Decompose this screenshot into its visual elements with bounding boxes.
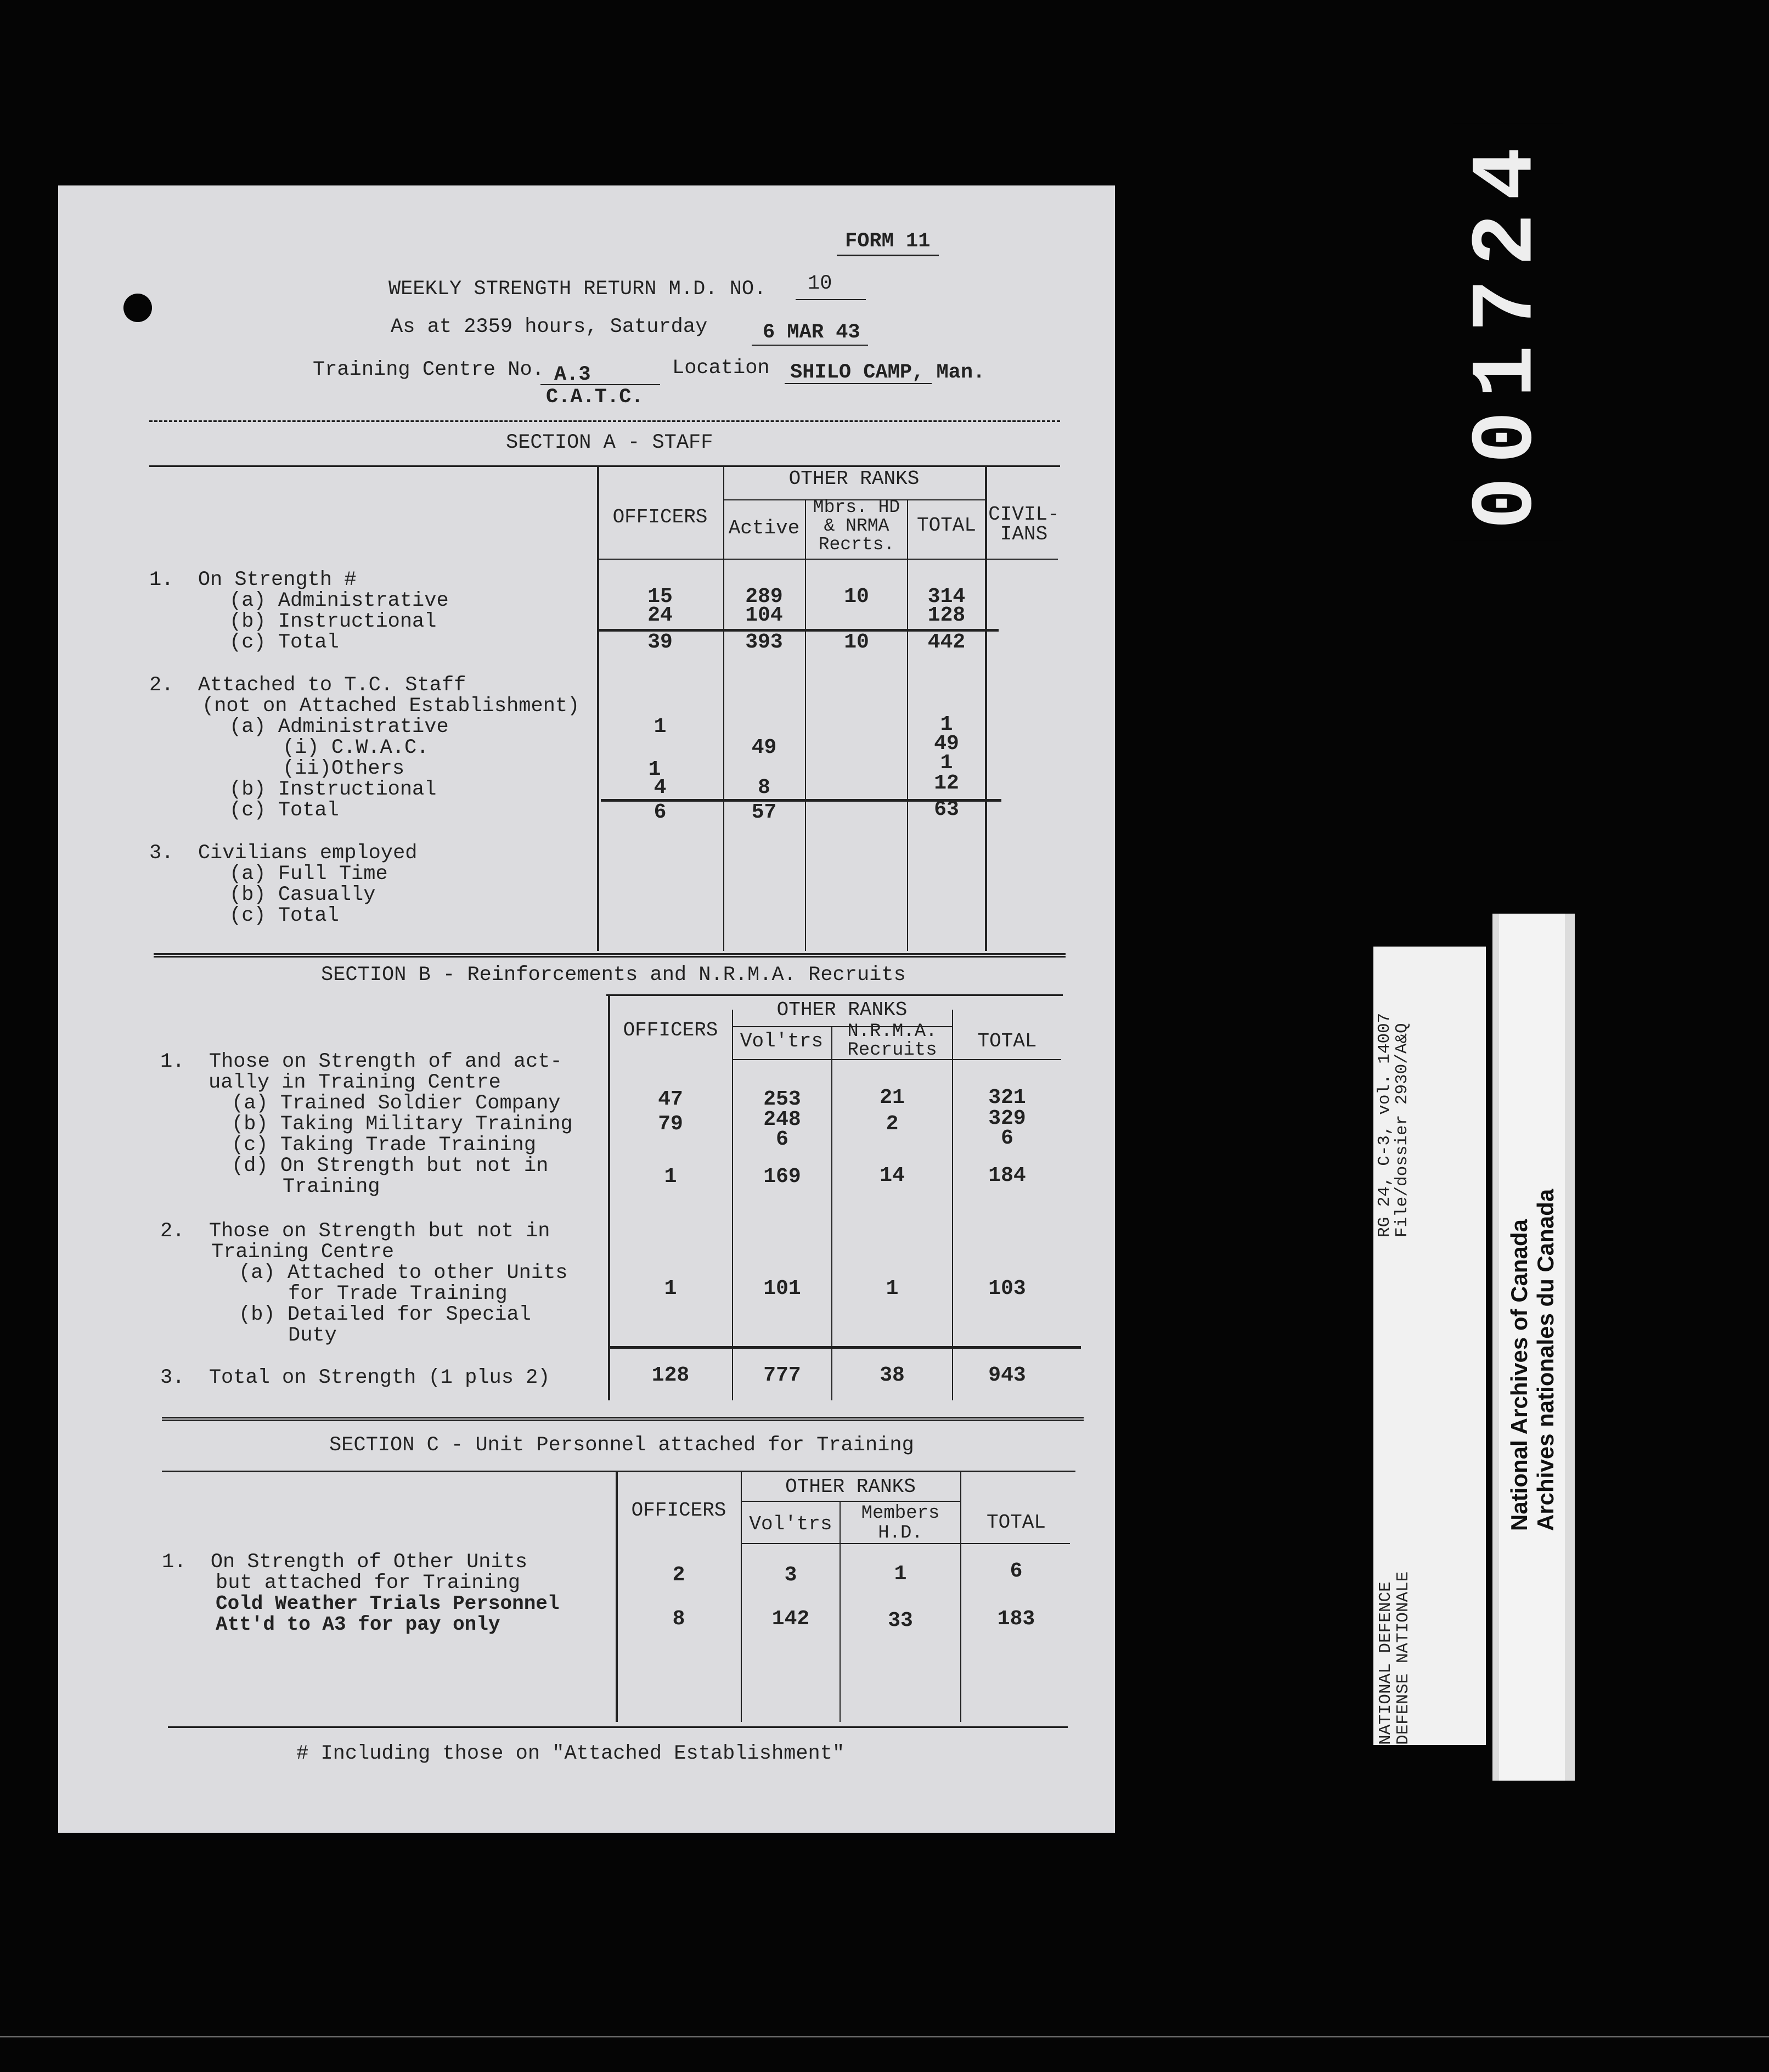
- c-1-total: 6: [1010, 1559, 1023, 1583]
- punch-hole: [123, 294, 152, 322]
- section-b-item-1-cont: ually in Training Centre: [209, 1071, 501, 1094]
- section-b-item-3: 3. Total on Strength (1 plus 2): [160, 1366, 550, 1389]
- training-centre-number: A.3: [554, 363, 591, 386]
- a-1b-officers: 24: [647, 604, 673, 627]
- section-b-item-1d: (d) On Strength but not in: [232, 1155, 549, 1178]
- a-2ai-total: 49: [934, 732, 959, 756]
- c-1-members: 1: [894, 1562, 907, 1586]
- section-a-item-3: 3. Civilians employed: [149, 842, 418, 865]
- a-1a-total: 314: [927, 585, 966, 609]
- c-1-officers: 2: [672, 1563, 685, 1587]
- section-a-item-1b: (b) Instructional: [229, 610, 437, 633]
- section-b-heading: SECTION B - Reinforcements and N.R.M.A. Recruits: [321, 964, 906, 987]
- section-b-item-1: 1. Those on Strength of and act-: [160, 1050, 562, 1073]
- section-a-item-2-sub: (not on Attached Establishment): [202, 695, 580, 718]
- section-c-col-total: TOTAL: [986, 1511, 1046, 1534]
- a-2b-total: 12: [934, 772, 959, 795]
- section-a-item-2a-ii: (ii)Others: [283, 757, 405, 780]
- section-a-col-mbrs-hd-nrma: Mbrs. HD & NRMA Recrts.: [813, 497, 900, 555]
- b-1d-volunteers: 169: [763, 1165, 801, 1189]
- archive-reference-line-2: File/dossier 2930/A&Q: [1393, 1023, 1412, 1237]
- as-at-label: As at 2359 hours, Saturday: [391, 316, 708, 339]
- form-title: WEEKLY STRENGTH RETURN M.D. NO.: [388, 278, 767, 301]
- section-c-col-other-ranks: OTHER RANKS: [785, 1476, 916, 1498]
- archive-reference: [1376, 1013, 1411, 1237]
- section-c-col-officers: OFFICERS: [631, 1499, 726, 1522]
- section-c-col-members-hd: Members H.D.: [861, 1503, 940, 1544]
- b-1b-nrma: 2: [886, 1112, 899, 1136]
- section-a-item-1c: (c) Total: [229, 631, 339, 654]
- b-2a-total: 103: [988, 1277, 1026, 1300]
- section-a-item-1a: (a) Administrative: [229, 589, 449, 612]
- archive-reference-line-1: RG 24, C-3, vol. 14007: [1375, 1012, 1394, 1237]
- section-a-col-total: TOTAL: [916, 514, 977, 537]
- b-1b-total: 329: [988, 1107, 1026, 1130]
- department-line-1: NATIONAL DEFENCE: [1376, 1581, 1395, 1745]
- section-b-item-2a-cont: for Trade Training: [288, 1282, 508, 1305]
- b-3-nrma: 38: [880, 1364, 905, 1387]
- a-1a-officers: 15: [647, 585, 673, 609]
- section-a-item-1: 1. On Strength #: [149, 568, 357, 592]
- b-1d-officers: 1: [664, 1165, 677, 1189]
- training-centre-unit: C.A.T.C.: [546, 386, 644, 409]
- a-2c-total: 63: [934, 798, 959, 821]
- section-c-item-1-cont: but attached for Training: [216, 1572, 521, 1595]
- section-b-item-1d-cont: Training: [283, 1175, 380, 1198]
- section-a-item-2b: (b) Instructional: [229, 778, 437, 801]
- section-a-item-3b: (b) Casually: [229, 883, 376, 906]
- c-2-volunteers: 142: [771, 1607, 810, 1631]
- section-a-item-2a: (a) Administrative: [229, 716, 449, 739]
- section-a-col-officers: OFFICERS: [612, 506, 708, 528]
- section-a-col-civilians: CIVIL- IANS: [988, 503, 1060, 545]
- department-label: [1377, 1572, 1412, 1745]
- b-1c-volunteers: 6: [776, 1128, 788, 1151]
- b-3-volunteers: 777: [763, 1364, 801, 1387]
- return-date: 6 MAR 43: [763, 321, 860, 344]
- b-1a-officers: 47: [658, 1088, 683, 1111]
- section-a-item-2: 2. Attached to T.C. Staff: [149, 674, 466, 697]
- section-a-item-2c: (c) Total: [229, 799, 339, 822]
- form-number: FORM 11: [845, 230, 931, 253]
- a-1c-officers: 39: [647, 630, 673, 654]
- section-c-heading: SECTION C - Unit Personnel attached for Training: [329, 1434, 914, 1457]
- b-2a-volunteers: 101: [763, 1277, 801, 1300]
- c-2-total: 183: [997, 1607, 1035, 1631]
- a-2b-active: 8: [758, 776, 770, 799]
- archives-label-en: National Archives of Canada: [1506, 1219, 1532, 1531]
- md-number: 10: [808, 272, 832, 295]
- b-1b-officers: 79: [658, 1112, 683, 1136]
- b-3-officers: 128: [651, 1364, 690, 1387]
- section-a-col-active: Active: [728, 517, 800, 539]
- c-1-volunteers: 3: [784, 1563, 797, 1587]
- c-2-members: 33: [888, 1609, 913, 1632]
- a-1c-active: 393: [745, 630, 783, 654]
- department-line-2: DEFENSE NATIONALE: [1394, 1571, 1413, 1745]
- section-b-item-1c: (c) Taking Trade Training: [232, 1134, 537, 1157]
- section-b-item-2-cont: Training Centre: [211, 1241, 395, 1264]
- a-2b-officers: 4: [653, 776, 667, 799]
- footnote: # Including those on "Attached Establishment": [296, 1742, 845, 1765]
- location-value: SHILO CAMP, Man.: [790, 361, 985, 384]
- section-c-col-volunteers: Vol'trs: [749, 1513, 832, 1535]
- b-1b-volunteers: 248: [763, 1108, 801, 1131]
- section-b-item-1a: (a) Trained Soldier Company: [232, 1092, 561, 1115]
- a-2c-active: 57: [751, 801, 777, 824]
- archives-label: [1506, 1189, 1559, 1531]
- a-1c-total: 442: [927, 630, 966, 654]
- section-b-col-officers: OFFICERS: [623, 1019, 718, 1041]
- section-a-item-3a: (a) Full Time: [229, 863, 388, 886]
- a-1a-mbrs: 10: [844, 585, 869, 609]
- c-2-officers: 8: [672, 1607, 685, 1631]
- section-b-item-2: 2. Those on Strength but not in: [160, 1220, 550, 1243]
- b-1a-total: 321: [988, 1086, 1026, 1110]
- section-b-item-2b-cont: Duty: [288, 1324, 337, 1347]
- section-c-cold-weather-trials: Cold Weather Trials Personnel: [216, 1592, 560, 1615]
- a-2a-total: 1: [940, 713, 953, 736]
- a-1a-active: 289: [745, 585, 783, 609]
- b-1c-total: 6: [1001, 1127, 1013, 1150]
- training-centre-label: Training Centre No.: [313, 358, 544, 381]
- location-label: Location: [672, 357, 770, 380]
- b-3-total: 943: [988, 1364, 1026, 1387]
- a-2a-officers: 1: [653, 715, 667, 739]
- b-1d-total: 184: [988, 1164, 1026, 1187]
- section-b-col-nrma-recruits: N.R.M.A. Recruits: [847, 1021, 937, 1061]
- a-2ai-active: 49: [751, 736, 777, 759]
- film-number: 001724: [1453, 123, 1563, 540]
- archives-label-fr: Archives nationales du Canada: [1533, 1189, 1558, 1531]
- section-c-attd-a3: Att'd to A3 for pay only: [216, 1613, 500, 1636]
- section-b-item-2a: (a) Attached to other Units: [239, 1262, 568, 1285]
- section-c-item-1: 1. On Strength of Other Units: [162, 1551, 528, 1574]
- a-1b-total: 128: [927, 604, 966, 627]
- section-a-item-3c: (c) Total: [229, 904, 339, 927]
- a-1b-active: 104: [745, 604, 783, 627]
- b-1d-nrma: 14: [880, 1164, 905, 1187]
- a-2aii-total: 1: [940, 751, 953, 775]
- b-2a-nrma: 1: [886, 1277, 899, 1300]
- section-a-heading: SECTION A - STAFF: [506, 431, 713, 454]
- a-2c-officers: 6: [653, 801, 667, 824]
- b-2a-officers: 1: [664, 1277, 677, 1300]
- section-a-col-other-ranks: OTHER RANKS: [788, 468, 920, 490]
- section-b-col-other-ranks: OTHER RANKS: [776, 999, 908, 1021]
- film-frame-number: [1458, 69, 1558, 595]
- a-2aii-officers: 1: [648, 758, 661, 781]
- b-1a-nrma: 21: [880, 1086, 905, 1110]
- section-b-item-2b: (b) Detailed for Special: [239, 1303, 531, 1326]
- b-1a-volunteers: 253: [763, 1088, 801, 1111]
- a-1c-mbrs: 10: [844, 630, 869, 654]
- section-b-item-1b: (b) Taking Military Training: [232, 1113, 573, 1136]
- section-a-item-2a-i: (i) C.W.A.C.: [283, 736, 429, 759]
- scan-edge-line: [0, 2036, 1769, 2037]
- section-b-col-total: TOTAL: [977, 1030, 1037, 1052]
- section-b-col-volunteers: Vol'trs: [740, 1030, 824, 1052]
